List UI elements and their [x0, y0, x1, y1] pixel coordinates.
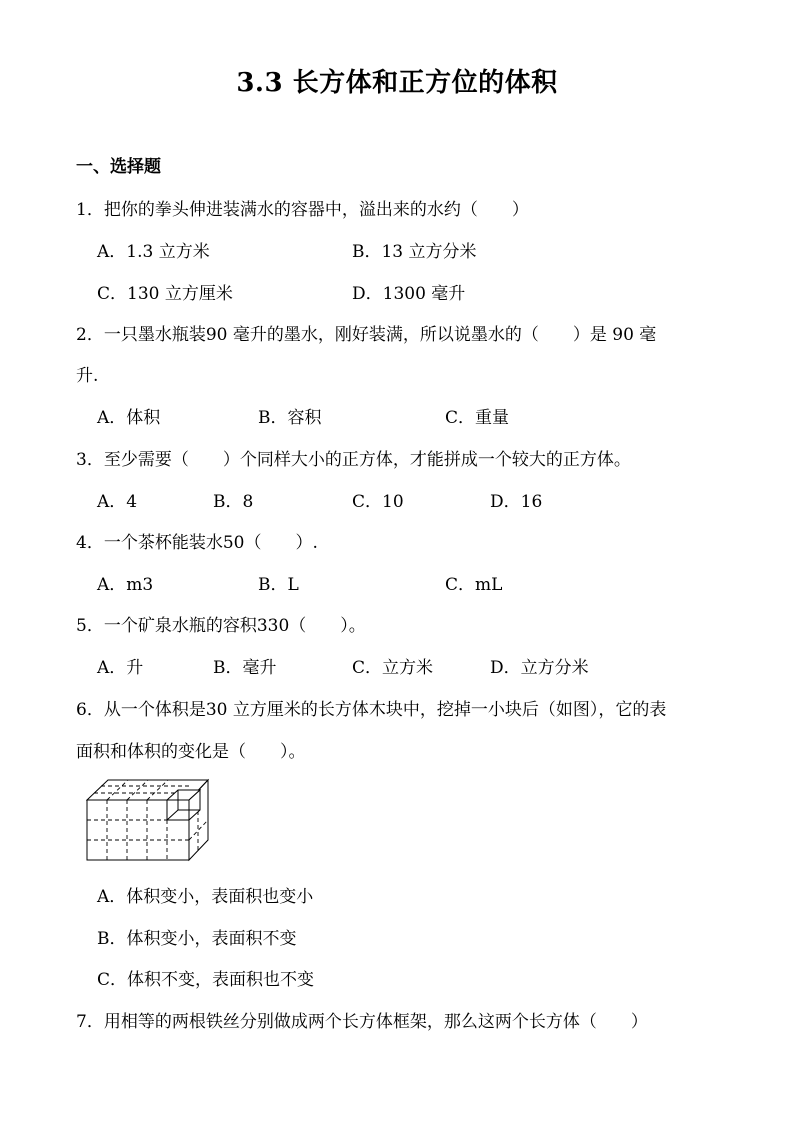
- question-6-option-a[interactable]: A．体积变小，表面积也变小: [97, 887, 314, 907]
- question-1-stem: 1．把你的拳头伸进装满水的容器中，溢出来的水约（ ）: [76, 200, 529, 220]
- question-3-option-c[interactable]: C．10: [352, 492, 404, 512]
- page-title: 3.3 长方体和正方位的体积: [236, 68, 558, 98]
- question-2-option-a[interactable]: A．体积: [97, 408, 161, 428]
- cuboid-figure: [86, 778, 210, 862]
- question-5-option-b[interactable]: B．毫升: [213, 658, 277, 678]
- question-7-stem: 7．用相等的两根铁丝分别做成两个长方体框架，那么这两个长方体（ ）: [76, 1012, 648, 1032]
- question-2-option-c[interactable]: C．重量: [445, 408, 510, 428]
- question-4-stem: 4．一个茶杯能装水50（ ）.: [76, 533, 318, 553]
- question-5-option-c[interactable]: C．立方米: [352, 658, 434, 678]
- question-2-stem: 2．一只墨水瓶装90 毫升的墨水，刚好装满，所以说墨水的（ ）是 90 毫: [76, 325, 657, 345]
- question-1-option-b[interactable]: B．13 立方分米: [352, 242, 477, 262]
- question-1-option-a[interactable]: A．1.3 立方米: [97, 242, 210, 262]
- question-1-option-d[interactable]: D．1300 毫升: [352, 284, 466, 304]
- question-4-option-c[interactable]: C．mL: [445, 575, 503, 595]
- question-5-option-a[interactable]: A．升: [97, 658, 144, 678]
- question-3-option-b[interactable]: B．8: [213, 492, 254, 512]
- question-6-stem: 6．从一个体积是30 立方厘米的长方体木块中，挖掉一小块后（如图），它的表: [76, 700, 667, 720]
- question-4-option-b[interactable]: B．L: [258, 575, 299, 595]
- question-6-option-c[interactable]: C．体积不变，表面积也不变: [97, 970, 315, 990]
- question-2-stem-continued: 升.: [76, 366, 99, 386]
- question-3-option-d[interactable]: D．16: [490, 492, 543, 512]
- section-heading: 一、选择题: [76, 157, 161, 177]
- question-6-option-b[interactable]: B．体积变小，表面积不变: [97, 929, 297, 949]
- question-6-stem-continued: 面积和体积的变化是（ ）。: [76, 742, 306, 762]
- removed-cube-notch: [167, 790, 200, 820]
- question-2-option-b[interactable]: B．容积: [258, 408, 322, 428]
- question-5-option-d[interactable]: D．立方分米: [490, 658, 589, 678]
- question-5-stem: 5．一个矿泉水瓶的容积330（ ）。: [76, 616, 366, 636]
- question-1-option-c[interactable]: C．130 立方厘米: [97, 284, 233, 304]
- question-3-option-a[interactable]: A．4: [97, 492, 138, 512]
- question-4-option-a[interactable]: A．m3: [97, 575, 154, 595]
- question-3-stem: 3．至少需要（ ）个同样大小的正方体，才能拼成一个较大的正方体。: [76, 450, 631, 470]
